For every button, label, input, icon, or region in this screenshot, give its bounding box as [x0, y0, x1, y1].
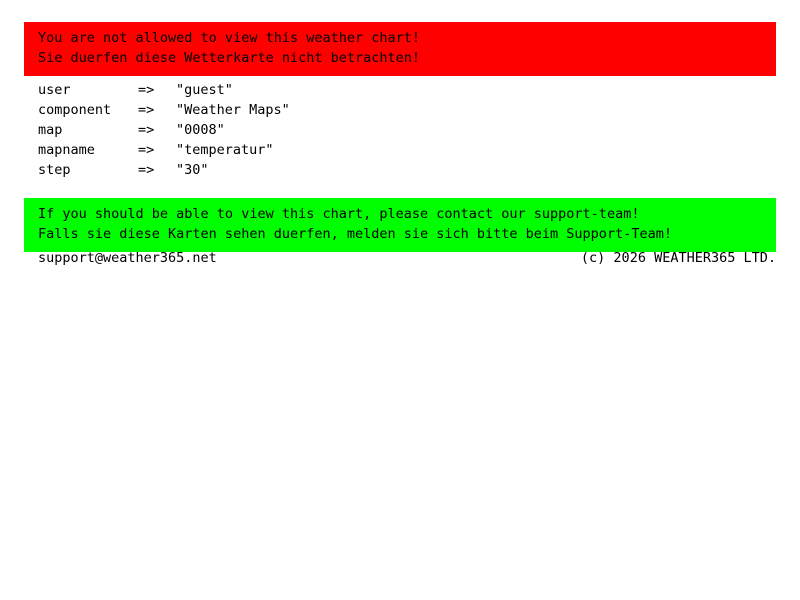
parameter-key: step [38, 162, 71, 178]
parameter-row [38, 140, 290, 160]
support-email-link[interactable]: support@weather365.net [38, 250, 217, 266]
parameter-value: "30" [176, 162, 209, 178]
parameter-key: mapname [38, 142, 95, 158]
copyright-text: (c) 2026 WEATHER365 LTD. [580, 250, 776, 266]
error-banner [24, 22, 776, 76]
parameter-list [38, 80, 290, 180]
footer [38, 250, 776, 266]
support-message-en: If you should be able to view this chart, please contact our support-team! [38, 206, 640, 222]
parameter-row [38, 160, 290, 180]
parameter-key: component [38, 102, 112, 118]
parameter-arrow: => [138, 102, 155, 118]
error-message-en: You are not allowed to view this weather chart! [38, 30, 421, 46]
parameter-value: "guest" [176, 82, 233, 98]
parameter-arrow: => [138, 122, 155, 138]
support-message-de: Falls sie diese Karten sehen duerfen, melden sie sich bitte beim Support-Team! [38, 226, 672, 242]
parameter-value: "Weather Maps" [176, 102, 290, 118]
parameter-arrow: => [138, 142, 155, 158]
parameter-key: map [38, 122, 63, 138]
parameter-key: user [38, 82, 71, 98]
support-banner [24, 198, 776, 252]
parameter-value: "0008" [176, 122, 225, 138]
error-message-de: Sie duerfen diese Wetterkarte nicht betrachten! [38, 50, 421, 66]
parameter-row [38, 100, 290, 120]
parameter-row [38, 80, 290, 100]
parameter-arrow: => [138, 162, 155, 178]
parameter-arrow: => [138, 82, 155, 98]
parameter-row [38, 120, 290, 140]
parameter-value: "temperatur" [176, 142, 274, 158]
